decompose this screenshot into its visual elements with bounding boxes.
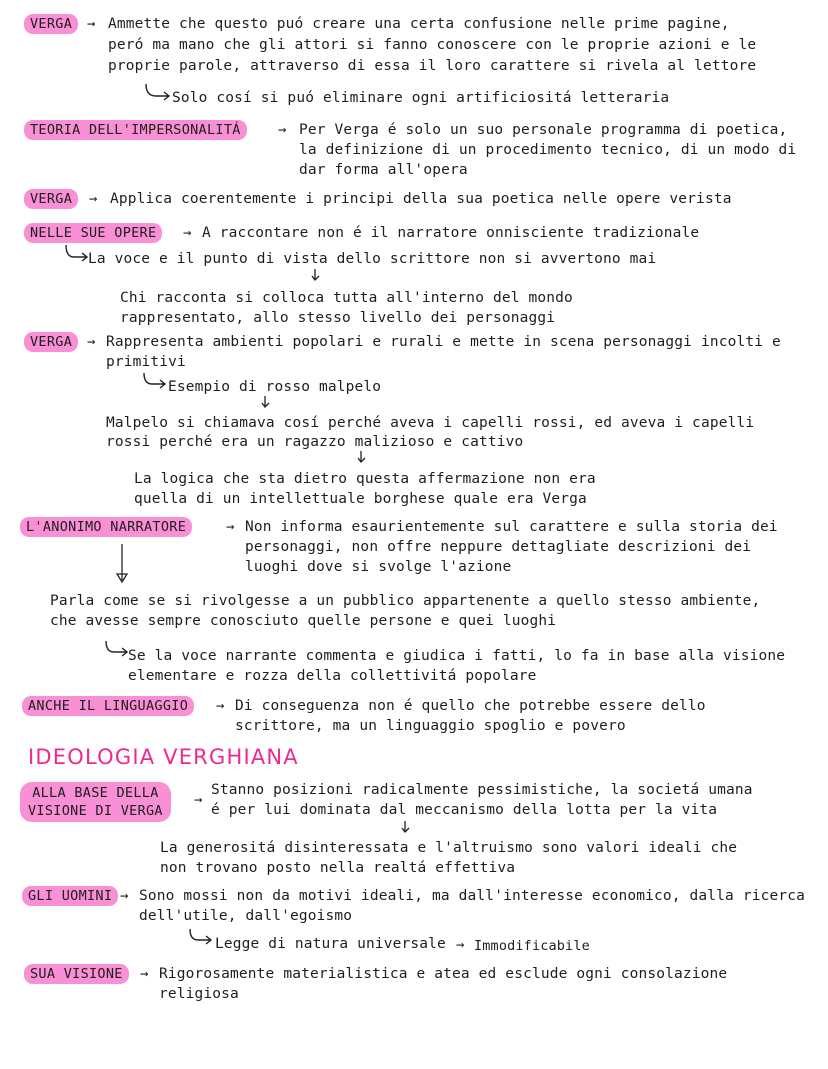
arrow-down-icon bbox=[260, 395, 272, 411]
note-line: Applica coerentemente i principi della sua poetica nelle opere verista bbox=[110, 191, 732, 207]
note-line: Stanno posizioni radicalmente pessimistiche, la societá umana bbox=[211, 782, 753, 798]
arrow-right-icon: → bbox=[87, 334, 96, 350]
alla-base-tag bbox=[20, 782, 171, 822]
sub-note: Legge di natura universale bbox=[215, 936, 446, 952]
note-line: peró ma mano che gli attori si fanno conoscere con le proprie azioni e le bbox=[108, 37, 757, 53]
note-line: dar forma all'opera bbox=[299, 162, 468, 178]
sub-note: Chi racconta si colloca tutta all'interno del mondo bbox=[120, 290, 573, 306]
note-line: Ammette che questo puó creare una certa confusione nelle prime pagine, bbox=[108, 16, 730, 32]
verga-tag: VERGA bbox=[24, 189, 78, 209]
note-line: Per Verga é solo un suo personale programma di poetica, bbox=[299, 122, 788, 138]
hook-arrow-icon bbox=[142, 82, 172, 102]
sub-note: Se la voce narrante commenta e giudica i fatti, lo fa in base alla visione bbox=[128, 648, 786, 664]
sub-note: rossi perché era un ragazzo malizioso e cattivo bbox=[106, 434, 524, 450]
verga-tag: VERGA bbox=[24, 14, 78, 34]
note-line: proprie parole, attraverso di essa il loro carattere si rivela al lettore bbox=[108, 58, 757, 74]
note-line: Rappresenta ambienti popolari e rurali e mette in scena personaggi incolti e bbox=[106, 334, 781, 350]
note-line: scrittore, ma un linguaggio spoglio e povero bbox=[235, 718, 626, 734]
hook-arrow-icon bbox=[62, 244, 90, 264]
arrow-right-icon: → bbox=[216, 698, 225, 714]
sub-note: La generositá disinteressata e l'altruismo sono valori ideali che bbox=[160, 840, 738, 856]
sub-note: La voce e il punto di vista dello scrittore non si avvertono mai bbox=[88, 251, 657, 267]
arrow-right-icon: → bbox=[120, 888, 129, 904]
note-line: la definizione di un procedimento tecnico, di un modo di bbox=[299, 142, 797, 158]
arrow-down-icon bbox=[114, 542, 130, 586]
note-line: religiosa bbox=[159, 986, 239, 1002]
arrow-down-icon bbox=[400, 820, 412, 836]
verga-tag: VERGA bbox=[24, 332, 78, 352]
hook-arrow-icon bbox=[102, 640, 130, 660]
sub-note: rappresentato, allo stesso livello dei personaggi bbox=[120, 310, 556, 326]
hook-arrow-icon bbox=[186, 928, 214, 948]
note-line: A raccontare non é il narratore onnisciente tradizionale bbox=[202, 225, 700, 241]
tag-line: ALLA BASE DELLA bbox=[32, 785, 159, 801]
sua-visione-tag: SUA VISIONE bbox=[24, 964, 129, 984]
sub-note-end: Immodificabile bbox=[474, 938, 590, 954]
sub-note: Parla come se si rivolgesse a un pubblico appartenente a quello stesso ambiente, bbox=[50, 593, 761, 609]
sub-note: Esempio di rosso malpelo bbox=[168, 379, 382, 395]
note-line: Rigorosamente materialistica e atea ed esclude ogni consolazione bbox=[159, 966, 728, 982]
nelle-sue-opere-tag: NELLE SUE OPERE bbox=[24, 223, 162, 243]
note-line: Non informa esaurientemente sul carattere e sulla storia dei bbox=[245, 519, 778, 535]
hook-arrow-icon bbox=[140, 372, 168, 392]
sub-note: La logica che sta dietro questa affermazione non era bbox=[134, 471, 596, 487]
note-line: Di conseguenza non é quello che potrebbe essere dello bbox=[235, 698, 706, 714]
sub-note: elementare e rozza della collettivitá popolare bbox=[128, 668, 537, 684]
arrow-right-icon: → bbox=[194, 792, 203, 808]
arrow-down-icon bbox=[310, 268, 322, 284]
arrow-right-icon: → bbox=[140, 966, 149, 982]
note-line: primitivi bbox=[106, 354, 186, 370]
arrow-right-icon: → bbox=[278, 122, 287, 138]
sub-note: Solo cosí si puó eliminare ogni artificiositá letteraria bbox=[172, 90, 670, 106]
note-line: dell'utile, dall'egoismo bbox=[139, 908, 353, 924]
note-line: é per lui dominata dal meccanismo della lotta per la vita bbox=[211, 802, 718, 818]
anonimo-narratore-tag: L'ANONIMO NARRATORE bbox=[20, 517, 192, 537]
sub-note: Malpelo si chiamava cosí perché aveva i capelli rossi, ed aveva i capelli bbox=[106, 415, 755, 431]
sub-note: quella di un intellettuale borghese quale era Verga bbox=[134, 491, 587, 507]
arrow-right-icon: → bbox=[87, 16, 96, 32]
note-line: luoghi dove si svolge l'azione bbox=[245, 559, 512, 575]
arrow-right-icon: → bbox=[183, 225, 192, 241]
section-heading: IDEOLOGIA VERGHIANA bbox=[28, 745, 299, 769]
note-line: personaggi, non offre neppure dettagliate descrizioni dei bbox=[245, 539, 752, 555]
tag-line: VISIONE DI VERGA bbox=[28, 803, 163, 819]
arrow-down-icon bbox=[356, 450, 368, 466]
arrow-right-icon: → bbox=[456, 937, 465, 953]
arrow-right-icon: → bbox=[89, 191, 98, 207]
sub-note: non trovano posto nella realtá effettiva bbox=[160, 860, 516, 876]
arrow-right-icon: → bbox=[226, 519, 235, 535]
note-line: Sono mossi non da motivi ideali, ma dall'interesse economico, dalla ricerca bbox=[139, 888, 805, 904]
teoria-impersonalita-tag: TEORIA DELL'IMPERSONALITÁ bbox=[24, 120, 247, 140]
anche-il-linguaggio-tag: ANCHE IL LINGUAGGIO bbox=[22, 696, 194, 716]
gli-uomini-tag: GLI UOMINI bbox=[22, 886, 118, 906]
sub-note: che avesse sempre conosciuto quelle persone e quei luoghi bbox=[50, 613, 557, 629]
